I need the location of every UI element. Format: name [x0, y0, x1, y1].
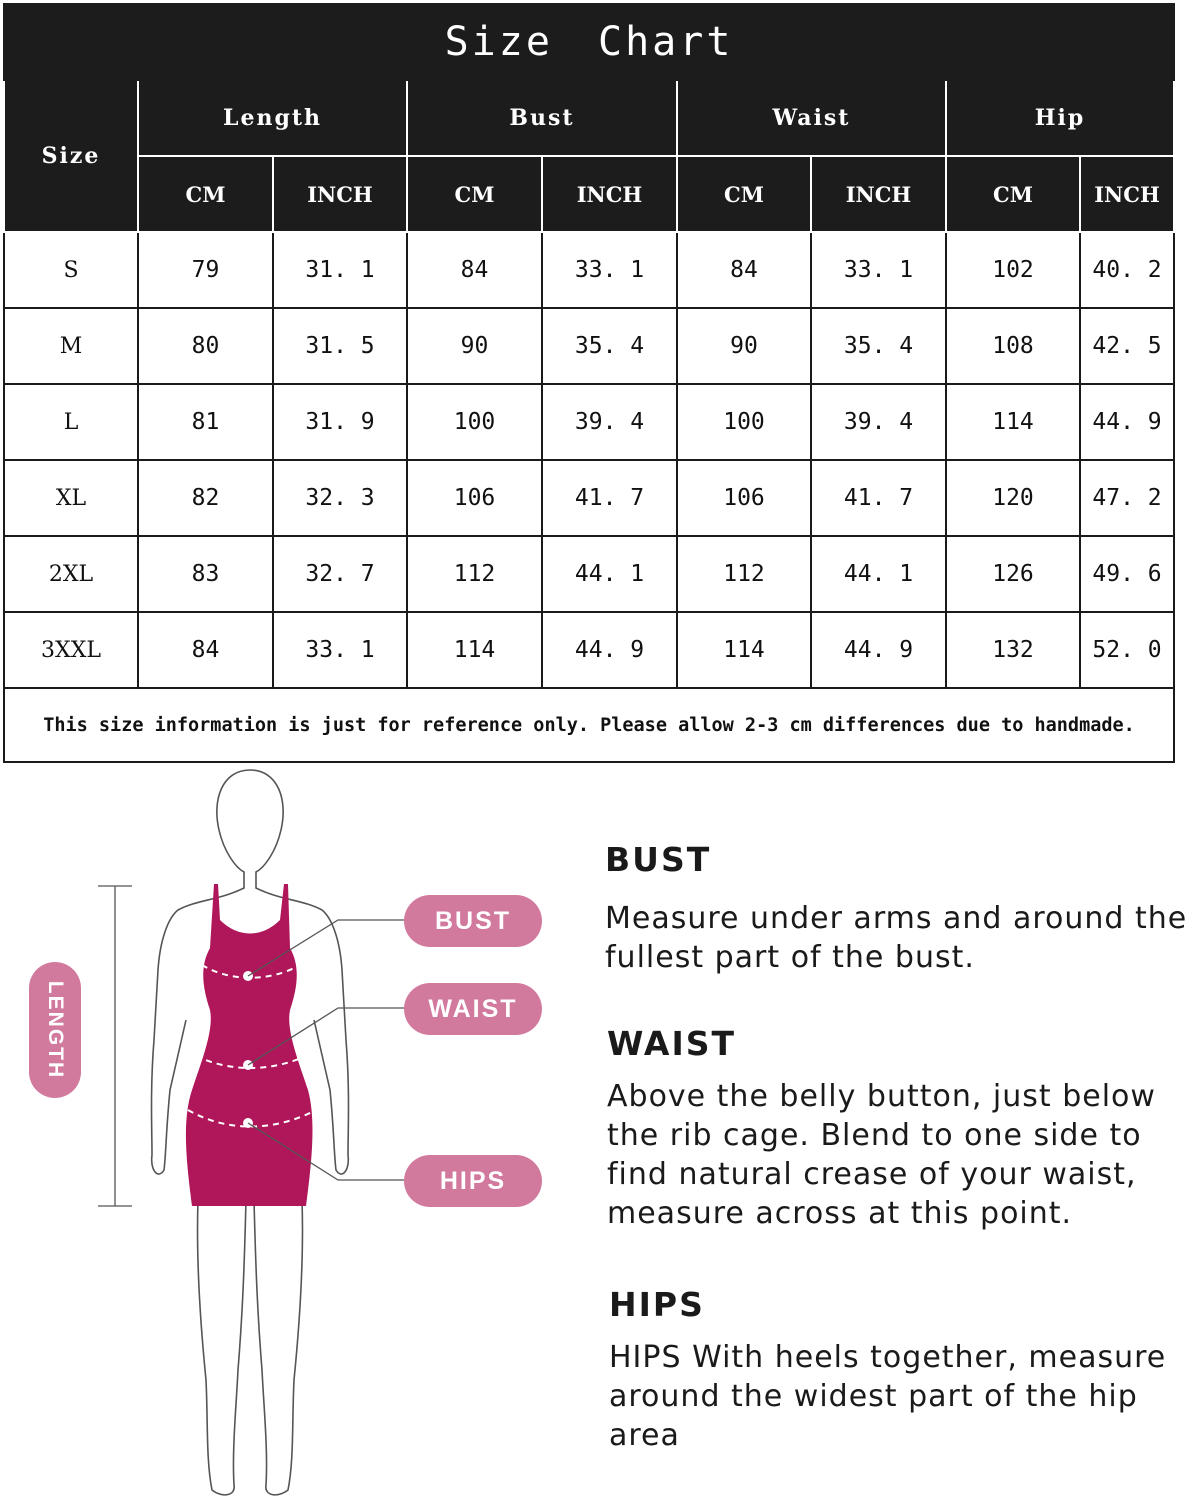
measurement-cell: 80: [138, 308, 273, 384]
measurement-cell: 52. 0: [1080, 612, 1174, 688]
measurement-cell: 39. 4: [811, 384, 946, 460]
dress-shape: [186, 884, 313, 1206]
unit-header: INCH: [273, 156, 407, 232]
measurement-cell: 126: [946, 536, 1080, 612]
size-row: [4, 308, 1174, 384]
measurement-cell: 44. 1: [811, 536, 946, 612]
size-row: [4, 384, 1174, 460]
unit-header: INCH: [1080, 156, 1174, 232]
length-label-text: LENGTH: [44, 980, 68, 1080]
measurement-cell: 114: [946, 384, 1080, 460]
measurement-cell: 83: [138, 536, 273, 612]
size-row: [4, 612, 1174, 688]
measurement-cell: 112: [407, 536, 542, 612]
measurement-cell: 44. 9: [1080, 384, 1174, 460]
size-cell: 2XL: [4, 536, 138, 612]
hips-guide: [609, 1285, 1189, 1455]
measurement-cell: 114: [677, 612, 811, 688]
bust-heading: BUST: [605, 840, 712, 879]
hips-label-pill: HIPS: [404, 1155, 542, 1207]
measurement-cell: 32. 3: [273, 460, 407, 536]
measurement-cell: 90: [407, 308, 542, 384]
unit-header: INCH: [811, 156, 946, 232]
measurement-cell: 108: [946, 308, 1080, 384]
measurement-cell: 120: [946, 460, 1080, 536]
size-cell: XL: [4, 460, 138, 536]
waist-description: Above the belly button, just below the rib cage. Blend to one side to find natural crease of your waist, measure across at this point.: [607, 1079, 1156, 1231]
measurement-cell: 32. 7: [273, 536, 407, 612]
measurement-cell: 44. 1: [542, 536, 677, 612]
measurement-cell: 84: [138, 612, 273, 688]
measurement-cell: 90: [677, 308, 811, 384]
measurement-cell: 41. 7: [542, 460, 677, 536]
bust-description: Measure under arms and around the fullest part of the bust.: [605, 901, 1188, 975]
measurement-cell: 33. 1: [811, 232, 946, 308]
measurement-cell: 42. 5: [1080, 308, 1174, 384]
measurement-cell: 31. 9: [273, 384, 407, 460]
measurement-cell: 33. 1: [273, 612, 407, 688]
measurement-cell: 35. 4: [811, 308, 946, 384]
group-header-hip: Hip: [946, 80, 1174, 156]
measurement-cell: 39. 4: [542, 384, 677, 460]
group-header-length: Length: [138, 80, 407, 156]
size-row: [4, 232, 1174, 308]
hips-heading: HIPS: [609, 1285, 705, 1324]
chart-title: Size Chart: [4, 4, 1174, 80]
measurement-cell: 81: [138, 384, 273, 460]
waist-label-pill: WAIST: [404, 983, 542, 1035]
group-header-bust: Bust: [407, 80, 677, 156]
measurement-cell: 132: [946, 612, 1080, 688]
measurement-cell: 106: [677, 460, 811, 536]
size-chart-table: [3, 3, 1175, 763]
unit-header: CM: [138, 156, 273, 232]
measurement-cell: 102: [946, 232, 1080, 308]
group-header-waist: Waist: [677, 80, 946, 156]
measurement-cell: 79: [138, 232, 273, 308]
measurement-cell: 31. 5: [273, 308, 407, 384]
measurement-cell: 49. 6: [1080, 536, 1174, 612]
measurement-cell: 82: [138, 460, 273, 536]
size-cell: 3XXL: [4, 612, 138, 688]
measurement-cell: 40. 2: [1080, 232, 1174, 308]
measurement-cell: 106: [407, 460, 542, 536]
length-label-pill: [29, 962, 81, 1098]
measurement-cell: 35. 4: [542, 308, 677, 384]
unit-header: CM: [946, 156, 1080, 232]
measurement-cell: 84: [677, 232, 811, 308]
unit-header: INCH: [542, 156, 677, 232]
size-column-header: Size: [4, 80, 138, 232]
waist-guide: [607, 1024, 1189, 1233]
size-cell: S: [4, 232, 138, 308]
hips-description: HIPS With heels together, measure around the widest part of the hip area: [609, 1340, 1167, 1453]
size-chart-note: This size information is just for reference only. Please allow 2-3 cm differences due to handmade.: [4, 688, 1174, 762]
size-cell: L: [4, 384, 138, 460]
unit-header: CM: [677, 156, 811, 232]
measurement-cell: 33. 1: [542, 232, 677, 308]
measurement-cell: 112: [677, 536, 811, 612]
unit-header: CM: [407, 156, 542, 232]
measurement-cell: 100: [407, 384, 542, 460]
measurement-cell: 44. 9: [811, 612, 946, 688]
measurement-cell: 100: [677, 384, 811, 460]
bust-label-pill: BUST: [404, 895, 542, 947]
measurement-cell: 31. 1: [273, 232, 407, 308]
measurement-cell: 41. 7: [811, 460, 946, 536]
measurement-cell: 84: [407, 232, 542, 308]
measurement-cell: 44. 9: [542, 612, 677, 688]
size-row: [4, 536, 1174, 612]
size-row: [4, 460, 1174, 536]
body-figure-illustration: [0, 760, 590, 1500]
size-cell: M: [4, 308, 138, 384]
measurement-cell: 114: [407, 612, 542, 688]
measurement-cell: 47. 2: [1080, 460, 1174, 536]
bust-guide: [605, 840, 1189, 977]
waist-heading: WAIST: [607, 1024, 737, 1063]
